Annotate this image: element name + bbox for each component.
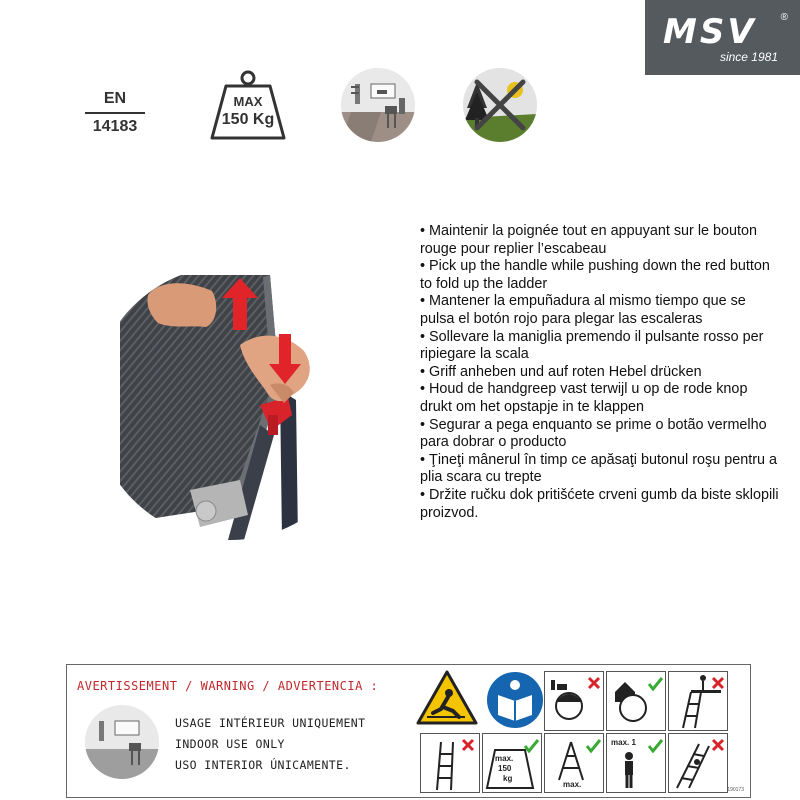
fall-hazard-warning-icon xyxy=(415,669,479,732)
instruction-it: • Sollevare la maniglia premendo il pulsante rosso per ripiegare la scala xyxy=(420,328,764,363)
warning-line-es: USO INTERIOR ÚNICAMENTE. xyxy=(175,758,351,772)
no-standing-top-icon xyxy=(668,671,728,731)
warning-title: AVERTISSEMENT / WARNING / ADVERTENCIA : xyxy=(77,679,379,693)
instruction-es: • Mantener la empuñadura al mismo tiempo que se pulsa el botón rojo para plegar las escaleras xyxy=(420,293,746,327)
indoor-ok-icon xyxy=(606,671,666,731)
folding-instructions xyxy=(420,223,780,522)
instruction-de: • Griff anheben und auf roten Hebel drücken xyxy=(420,363,702,380)
document-code: 190173 xyxy=(727,787,744,793)
instruction-hr: • Držite ručku dok pritišćete crveni gumb da biste sklopili proizvod. xyxy=(420,486,779,521)
norm-divider xyxy=(85,112,145,114)
stepladder-ok-icon xyxy=(544,733,604,793)
one-person-max-icon xyxy=(606,733,666,793)
registered-mark: ® xyxy=(780,12,788,23)
max-weight-unit: kg xyxy=(503,774,513,783)
norm-label: EN xyxy=(103,90,127,107)
no-lean-ladder-icon xyxy=(668,733,728,793)
indoor-use-icon xyxy=(341,68,415,142)
indoor-use-icon xyxy=(85,705,159,779)
no-outdoor-use-icon xyxy=(463,68,537,142)
max-load-icon xyxy=(208,68,288,140)
no-ladder-use-icon xyxy=(420,733,480,793)
brand-name: MSV xyxy=(663,12,757,52)
warning-panel xyxy=(66,664,751,798)
instruction-ro: • Ţineţi mânerul în timp ce apăsaţi butonul roşu pentru a plia scara cu trepte xyxy=(420,451,778,486)
max-small-label: max. xyxy=(563,780,582,789)
warning-line-en: INDOOR USE ONLY xyxy=(175,737,285,751)
max-weight-value: 150 xyxy=(498,764,512,773)
en-norm-badge xyxy=(85,90,145,136)
instruction-nl: • Houd de handgreep vast terwijl u op de rode knop drukt om het opstapje in te klappen xyxy=(420,381,748,415)
instruction-pt: • Segurar a pega enquanto se prime o botão vermelho para dobrar o producto xyxy=(420,416,767,451)
brand-since: since 1981 xyxy=(719,50,778,64)
instruction-fr: • Maintenir la poignée tout en appuyant sur le bouton rouge pour replier l’escabeau xyxy=(420,223,758,257)
instruction-en: • Pick up the handle while pushing down the red button to fold up the ladder xyxy=(420,258,770,292)
brand-logo-box xyxy=(645,0,800,75)
max-weight-label: max. xyxy=(495,754,514,763)
max-load-value: 150 Kg xyxy=(221,111,275,128)
read-manual-icon xyxy=(486,671,544,734)
no-electrical-work-icon xyxy=(544,671,604,731)
max-load-label: MAX xyxy=(233,94,263,109)
max-person-label: max. 1 xyxy=(611,738,636,747)
arrow-down-icon xyxy=(268,334,302,389)
arrow-up-icon xyxy=(220,278,260,335)
warning-text xyxy=(175,713,365,776)
max-weight-150-icon xyxy=(482,733,542,793)
warning-line-fr: USAGE INTÉRIEUR UNIQUEMENT xyxy=(175,716,366,730)
norm-number: 14183 xyxy=(92,118,138,135)
